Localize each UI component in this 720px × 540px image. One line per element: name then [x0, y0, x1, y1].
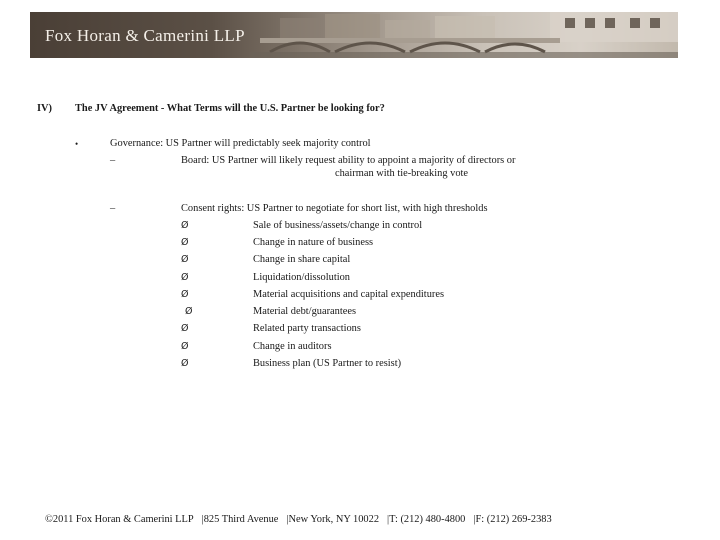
firm-name: Fox Horan & Camerini LLP — [45, 26, 245, 45]
consent-dash: – — [110, 203, 116, 214]
board-text-line2: chairman with tie-breaking vote — [335, 168, 469, 179]
section-title: The JV Agreement - What Terms will the U.S. Partner be looking for? — [75, 103, 385, 114]
list-item: Change in nature of business — [253, 237, 374, 248]
list-item: Change in auditors — [253, 341, 332, 352]
arrow-marker: Ø — [181, 323, 189, 334]
board-text-line1: Board: US Partner will likely request ability to appoint a majority of directors or — [181, 155, 516, 166]
list-item: Change in share capital — [253, 254, 351, 265]
footer-separator: | — [201, 514, 204, 525]
arrow-marker: Ø — [181, 341, 189, 352]
footer-separator: | — [387, 514, 390, 525]
arrow-marker: Ø — [181, 272, 189, 283]
consent-text: Consent rights: US Partner to negotiate for short list, with high thresholds — [181, 203, 488, 214]
list-item: Liquidation/dissolution — [253, 272, 350, 283]
footer-separator: | — [473, 514, 476, 525]
list-item: Material debt/guarantees — [253, 306, 356, 317]
footer-address: 825 Third Avenue — [203, 514, 279, 525]
board-dash: – — [110, 155, 116, 166]
arrow-marker: Ø — [185, 306, 193, 317]
bullet-marker: • — [75, 139, 79, 149]
list-item: Sale of business/assets/change in control — [253, 220, 423, 231]
footer-fax: F: (212) 269-2383 — [475, 514, 552, 525]
list-item: Business plan (US Partner to resist) — [253, 358, 402, 369]
footer-phone: T: (212) 480-4800 — [389, 514, 466, 525]
footer-separator: | — [286, 514, 289, 525]
arrow-marker: Ø — [181, 237, 189, 248]
governance-text: Governance: US Partner will predictably seek majority control — [110, 138, 371, 149]
arrow-marker: Ø — [181, 220, 189, 231]
arrow-marker: Ø — [181, 289, 189, 300]
arrow-marker: Ø — [181, 254, 189, 265]
list-item: Material acquisitions and capital expenditures — [253, 289, 445, 300]
footer — [45, 514, 552, 525]
section-number: IV) — [37, 103, 53, 114]
arrow-marker: Ø — [181, 358, 189, 369]
list-item: Related party transactions — [253, 323, 361, 334]
footer-city: New York, NY 10022 — [288, 514, 380, 525]
header-banner — [30, 12, 678, 58]
footer-copyright: ©2011 Fox Horan & Camerini LLP — [45, 514, 194, 525]
